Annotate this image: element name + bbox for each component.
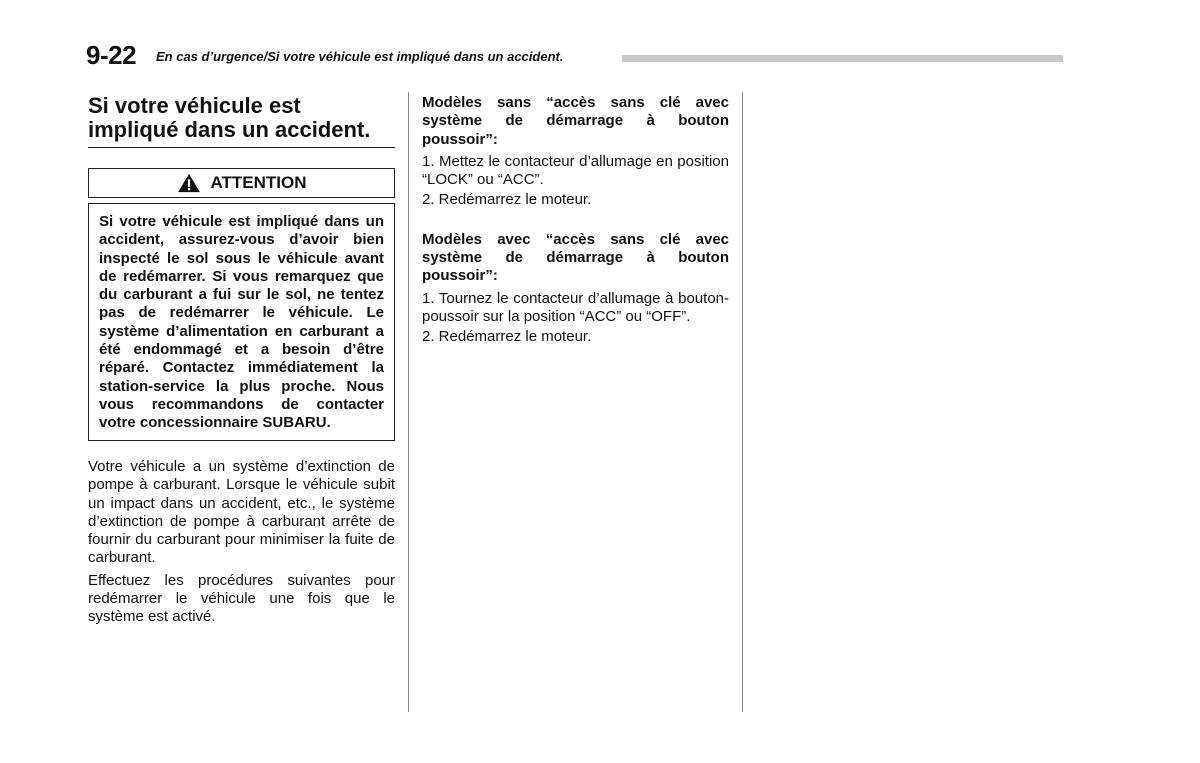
column-divider bbox=[742, 92, 743, 712]
attention-text: Si votre véhicule est impliqué dans un accident, assurez-vous d’avoir bien inspecté le sol sous le véhicule avant de redémarrer. Si vous remarquez que du carburant a fui sur le sol, ne tentez pas de redémarrer le véhicule. Le système d’alimentation en carburant a été endommagé et a besoin d’être réparé. Contactez immédiatement la station-service la plus proche. Nous vous recommandons de contacter votre concessionnaire SUBARU. bbox=[88, 203, 395, 441]
header-rule bbox=[622, 55, 1063, 62]
procedure-step: 2. Redémarrez le moteur. bbox=[422, 328, 592, 346]
column-divider bbox=[408, 92, 409, 712]
attention-header bbox=[88, 168, 395, 198]
body-paragraph: Votre véhicule a un système d’extinction de pompe à carburant. Lorsque le véhicule subit un impact dans un accident, etc., le système d’extinction de pompe à carburant arrête de fournir du carburant pour minimiser la fuite de carburant. bbox=[88, 458, 395, 567]
models-with-heading: Modèles avec “accès sans clé avec système de démarrage à bouton poussoir”: bbox=[422, 230, 729, 285]
procedure-step: 1. Tournez le contacteur d’allumage à bouton-poussoir sur la position “ACC” ou “OFF”. bbox=[422, 289, 729, 325]
middle-column bbox=[422, 94, 729, 347]
models-without-heading: Modèles sans “accès sans clé avec système de démarrage à bouton poussoir”: bbox=[422, 94, 729, 148]
left-column bbox=[88, 94, 395, 627]
body-paragraph: Effectuez les procédures suivantes pour redémarrer le véhicule une fois que le système est activé. bbox=[88, 571, 395, 626]
page-number: 9-22 bbox=[86, 40, 137, 70]
procedure-step: 2. Redémarrez le moteur. bbox=[422, 191, 592, 209]
procedure-step: 1. Mettez le contacteur d’allumage en position “LOCK” ou “ACC”. bbox=[422, 152, 729, 189]
warning-triangle-icon bbox=[176, 173, 202, 193]
section-title: Si votre véhicule est impliqué dans un accident. bbox=[88, 94, 395, 148]
attention-label: ATTENTION bbox=[210, 173, 307, 192]
running-header: En cas d’urgence/Si votre véhicule est impliqué dans un accident. bbox=[156, 49, 564, 64]
